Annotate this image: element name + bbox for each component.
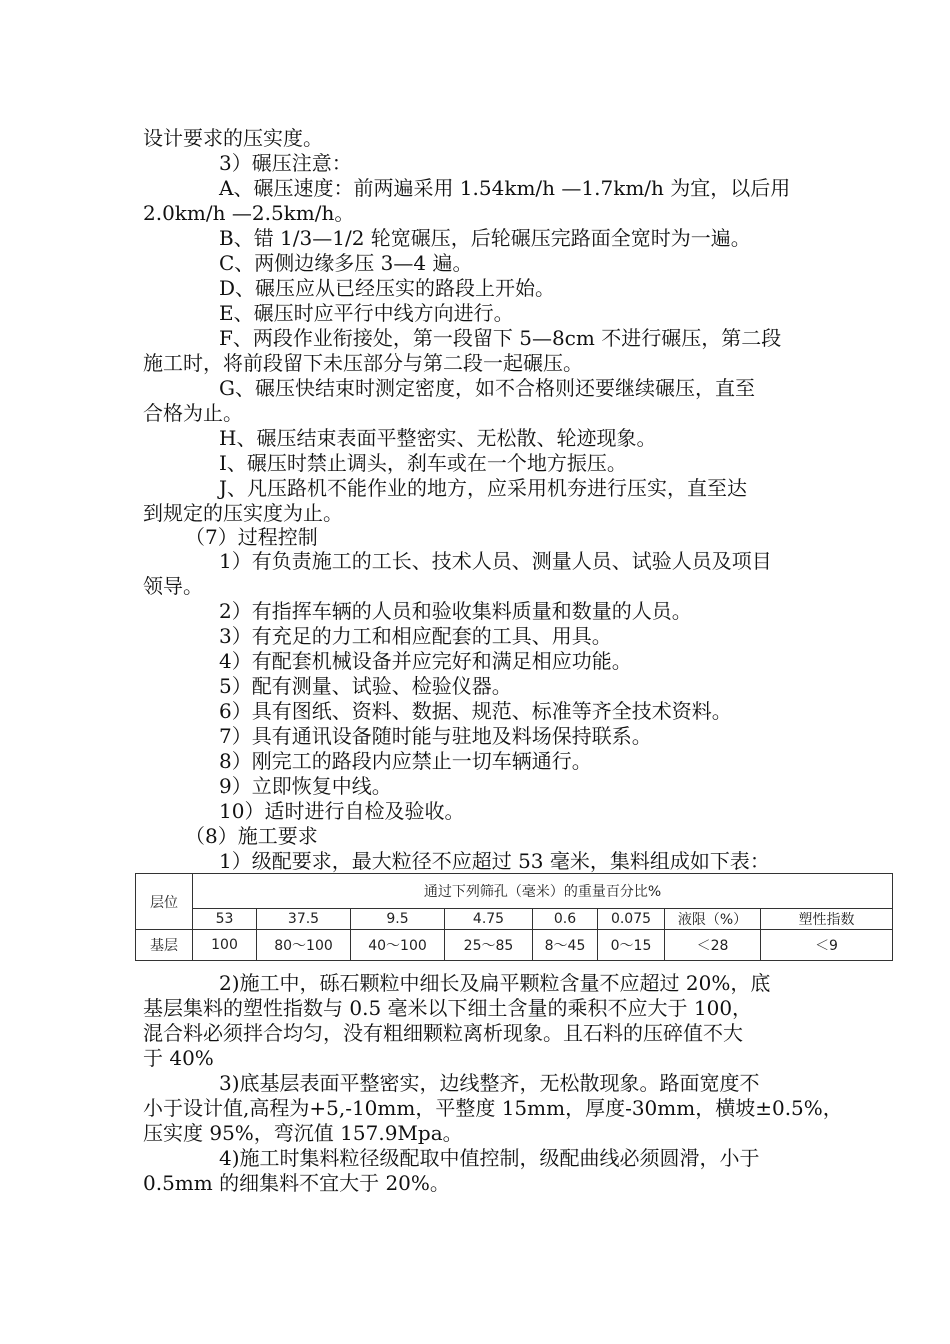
sieve-header: 37.5 (257, 909, 351, 930)
text-line: D、碾压应从已经压实的路段上开始。 (219, 276, 556, 300)
text-line: 设计要求的压实度。 (143, 126, 323, 150)
table-cell: 25～85 (445, 930, 533, 961)
text-line: F、两段作业衔接处，第一段留下 5—8cm 不进行碾压，第二段 (219, 326, 782, 350)
table-cell: ＜9 (761, 930, 893, 961)
text-line: 领导。 (143, 574, 203, 598)
sieve-header: 9.5 (351, 909, 445, 930)
text-line: J、凡压路机不能作业的地方，应采用机夯进行压实，直至达 (219, 476, 748, 500)
plasticity-header: 塑性指数 (761, 909, 893, 930)
text-line: E、碾压时应平行中线方向进行。 (219, 301, 514, 325)
sieve-header: 53 (193, 909, 257, 930)
text-line: 施工时，将前段留下未压部分与第二段一起碾压。 (143, 351, 583, 375)
table-cell: 80～100 (257, 930, 351, 961)
grading-table (135, 873, 893, 961)
text-line: A、碾压速度：前两遍采用 1.54km/h —1.7km/h 为宜，以后用 (219, 176, 791, 200)
section-heading: （7）过程控制 (185, 525, 318, 549)
table-cell: ＜28 (665, 930, 761, 961)
text-line: 8）刚完工的路段内应禁止一切车辆通行。 (219, 749, 592, 773)
text-line: 3)底基层表面平整密实，边线整齐，无松散现象。路面宽度不 (219, 1071, 760, 1095)
text-line: 1）级配要求，最大粒径不应超过 53 毫米，集料组成如下表： (219, 849, 770, 873)
text-line: 9）立即恢复中线。 (219, 774, 392, 798)
table-subheader-row (136, 909, 893, 930)
text-line: 1）有负责施工的工长、技术人员、测量人员、试验人员及项目 (219, 549, 772, 573)
text-line: 6）具有图纸、资料、数据、规范、标准等齐全技术资料。 (219, 699, 732, 723)
table-cell: 8～45 (533, 930, 598, 961)
text-line: 2）有指挥车辆的人员和验收集料质量和数量的人员。 (219, 599, 692, 623)
table-header-row (136, 874, 893, 909)
text-line: 10）适时进行自检及验收。 (219, 799, 465, 823)
text-line: 4）有配套机械设备并应完好和满足相应功能。 (219, 649, 632, 673)
section-heading: （8）施工要求 (185, 824, 318, 848)
text-line: 2)施工中，砾石颗粒中细长及扁平颗粒含量不应超过 20%，底 (219, 971, 771, 995)
table-cell: 0～15 (598, 930, 665, 961)
text-line: 压实度 95%，弯沉值 157.9Mpa。 (143, 1121, 463, 1145)
table-row (136, 930, 893, 961)
text-line: C、两侧边缘多压 3—4 遍。 (219, 251, 473, 275)
text-line: 小于设计值,高程为+5,-10mm，平整度 15mm，厚度-30mm，横坡±0.5%， (143, 1096, 843, 1120)
text-line: G、碾压快结束时测定密度，如不合格则还要继续碾压，直至 (219, 376, 755, 400)
layer-header: 层位 (136, 874, 193, 930)
text-line: 7）具有通讯设备随时能与驻地及料场保持联系。 (219, 724, 652, 748)
text-line: 5）配有测量、试验、检验仪器。 (219, 674, 512, 698)
text-line: H、碾压结束表面平整密实、无松散、轮迹现象。 (219, 426, 657, 450)
row-label: 基层 (136, 930, 193, 961)
table-cell: 100 (193, 930, 257, 961)
text-line: 3）碾压注意： (219, 151, 352, 175)
text-line: 基层集料的塑性指数与 0.5 毫米以下细土含量的乘积不应大于 100， (143, 996, 753, 1020)
text-line: 2.0km/h —2.5km/h。 (143, 201, 355, 225)
sieve-header: 0.075 (598, 909, 665, 930)
text-line: 0.5mm 的细集料不宜大于 20%。 (143, 1171, 450, 1195)
text-line: B、错 1/3—1/2 轮宽碾压，后轮碾压完路面全宽时为一遍。 (219, 226, 751, 250)
text-line: 4)施工时集料粒径级配取中值控制，级配曲线必须圆滑，小于 (219, 1146, 760, 1170)
text-line: I、碾压时禁止调头，刹车或在一个地方振压。 (219, 451, 627, 475)
sieve-header: 0.6 (533, 909, 598, 930)
text-line: 3）有充足的力工和相应配套的工具、用具。 (219, 624, 612, 648)
liquid-limit-header: 液限（%） (665, 909, 761, 930)
table-cell: 40～100 (351, 930, 445, 961)
text-line: 混合料必须拌合均匀，没有粗细颗粒离析现象。且石料的压碎值不大 (143, 1021, 743, 1045)
text-line: 合格为止。 (143, 401, 243, 425)
sieve-header: 4.75 (445, 909, 533, 930)
text-line: 到规定的压实度为止。 (143, 501, 343, 525)
text-line: 于 40% (143, 1046, 214, 1070)
group-header: 通过下列筛孔（毫米）的重量百分比% (193, 874, 893, 909)
